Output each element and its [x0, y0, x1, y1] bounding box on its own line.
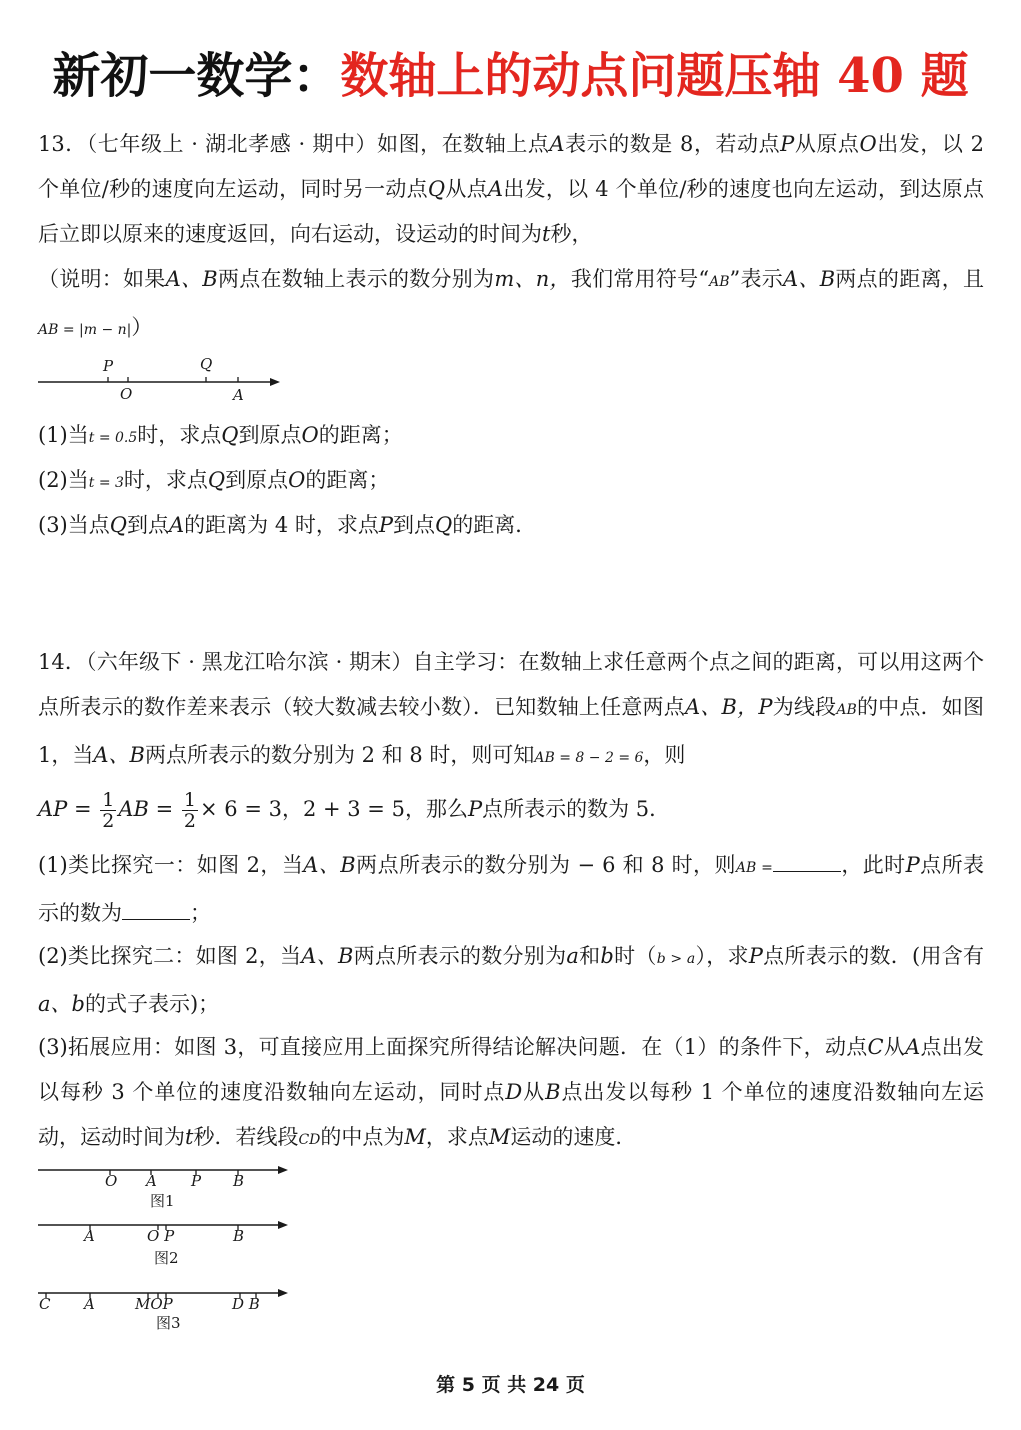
q14-sub2: (2)类比探究二：如图 2，当A、B两点所表示的数分别为a和b时（b > a），求P点所表示的数．(用含有a、b的式子表示)；: [38, 944, 985, 1016]
title-black: 新初一数学：: [52, 48, 341, 104]
fig2-label-A: A: [84, 1227, 95, 1245]
fig1-label-A: A: [146, 1172, 157, 1190]
q14-intro: 14．（六年级下 · 黑龙江哈尔滨 · 期末）自主学习：在数轴上求任意两个点之间的距离，可以用这两个点所表示的数作差来表示（较大数减去较小数）．已知数轴上任意两点A、B，P为线段AB的中点．如图 1，当A、B两点所表示的数分别为 2 和 8 时，则可知AB = 8 − 2 = 6，则: [38, 650, 985, 767]
q13-sub2: (2)当t = 3时，求点Q到原点O的距离；: [38, 468, 390, 492]
q13-sub3: (3)当点Q到点A的距离为 4 时，求点P到点Q的距离．: [38, 513, 537, 537]
label-O: O: [120, 385, 133, 403]
fig2-label-B: B: [233, 1227, 245, 1245]
fig1-label-O: O: [105, 1172, 118, 1190]
label-P: P: [103, 357, 114, 375]
q13-sub1: (1)当t = 0.5时，求点Q到原点O的距离；: [38, 423, 403, 447]
fig3-label-A: A: [84, 1295, 95, 1313]
fig3-label-DB: D B: [232, 1295, 260, 1313]
fig1-label-P: P: [191, 1172, 202, 1190]
q14-equation: AP = $\frac{1}{2}$ AB = $\frac{1}{2}$ × 6 = 3，2 + 3 = 5，那么P点所表示的数为 5．: [38, 789, 671, 832]
fig3-label-C: C: [39, 1295, 51, 1313]
figure-2-number-line: [38, 1215, 298, 1267]
fig2-label-OP: O P: [147, 1227, 175, 1245]
fig1-label-B: B: [233, 1172, 245, 1190]
q14-sub3: (3)拓展应用：如图 3，可直接应用上面探究所得结论解决问题．在（1）的条件下，动点C从A点出发以每秒 3 个单位的速度沿数轴向左运动，同时点D从B点出发以每秒 1 个单位的速度沿数轴向左运动，运动时间为t秒．若线段CD的中点为M，求点M运动的速度．: [38, 1035, 985, 1149]
answer-blank: [773, 849, 841, 872]
label-A: A: [233, 386, 244, 404]
figure-3-number-line: [38, 1283, 298, 1335]
fig2-caption: 图2: [154, 1249, 179, 1267]
fraction-half: $\frac{1}{2}$: [183, 789, 197, 832]
fig1-caption: 图1: [150, 1192, 175, 1210]
figure-1-number-line: [38, 1160, 298, 1212]
q14-sub1: (1)类比探究一：如图 2，当A、B两点所表示的数分别为 − 6 和 8 时，则AB = ，此时P点所表示的数为 ；: [38, 843, 984, 936]
answer-blank: [122, 897, 190, 920]
q13-intro: 13．（七年级上 · 湖北孝感 · 期中）如图，在数轴上点A表示的数是 8，若动点P从原点O出发，以 2 个单位/秒的速度向左运动，同时另一动点Q从点A出发，以 4 个单位/秒的速度也向左运动，到达原点后立即以原来的速度返回，向右运动，设运动的时间为t秒，: [38, 132, 984, 246]
q13-note: （说明：如果A、B两点在数轴上表示的数分别为m、n，我们常用符号“AB”表示A、B两点的距离，且AB = |m − n|）: [38, 267, 984, 339]
q13-number-line: [38, 352, 298, 404]
fig3-label-MOP: MOP: [135, 1295, 173, 1313]
page-title: [0, 40, 1021, 112]
title-red: 数轴上的动点问题压轴 40 题: [340, 48, 969, 104]
page-footer: 第 5 页 共 24 页: [436, 1374, 585, 1396]
fraction-half: $\frac{1}{2}$: [102, 789, 115, 832]
label-Q: Q: [200, 355, 213, 373]
fig3-caption: 图3: [156, 1314, 181, 1332]
